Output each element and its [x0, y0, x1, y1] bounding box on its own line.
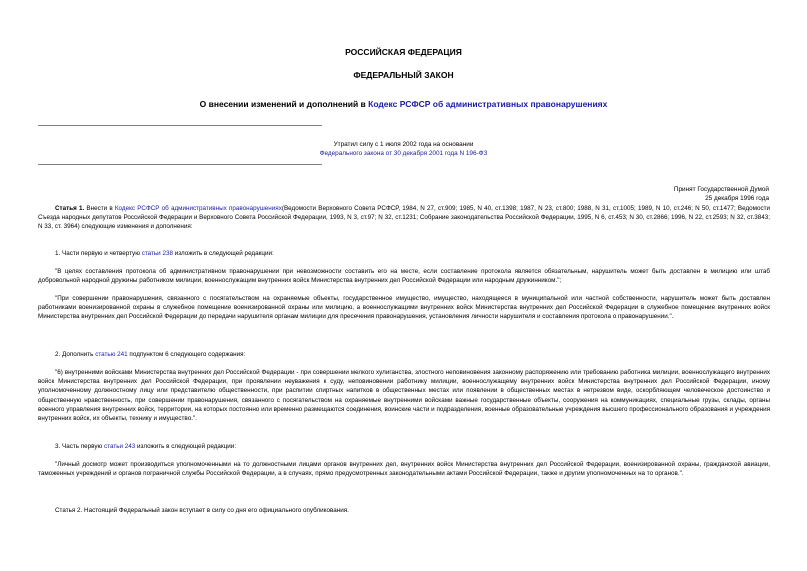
separator-line-bottom — [38, 164, 322, 165]
article-1-sources: (Ведомости Верховного Совета РСФСР, 1984, N 27, ст.909; 1985, N 40, ст.1398; 1987, N 23, ст.800; 1988, N 31, ст.1005; 1989, N 10, ст.246; N 50, ст.1477; Ведомости Съезда народных депутатов Российской Федерации и Верховного Совета Российской Федерации, 1993, N 3, ст.97; N 32, ст.1231; Собрание законодательства Российской Федерации, 1995, N 6, ст.453; N 30, ст.2866; 1996, N 22, ст.2593; N 32, ст.3843; N 33, ст. 3964) следующие изменения и дополнения: — [38, 205, 771, 231]
quote-2-paragraph: "При совершении правонарушения, связанного с посягательством на охраняемые объекты, государственное имущество, имущество, находящееся в муниципальной или частной собственности, нарушитель может быть доставлен работниками военизированной охраны в служебное помещение военизированной охраны или милицию, а военнослужащими внутренних войск Министерства внутренних дел Российской Федерации в служебное помещение внутренних войск Министерства внутренних дел Российской Федерации до передачи нарушителя органам милиции для пресечения правонарушения, установления личности нарушителя и составления протокола о правонарушении.". — [38, 295, 770, 321]
item-3-paragraph — [38, 442, 770, 451]
item-2-suffix: подпунктом 6 следующего содержания: — [127, 351, 246, 358]
article-1-paragraph — [38, 204, 770, 232]
adoption-line: Принят Государственной Думой — [673, 186, 769, 193]
quote-4-paragraph: "Личный досмотр может производиться уполномоченными на то должностными лицами органов внутренних дел, внутренних войск Министерства внутренних дел Российской Федерации, военизированной охраны, гражданской авиации, таможенных учреждений и органов пограничной службы Российской Федерации, а в случаях, прямо предусмотренных законодательными актами Российской Федерации, также и другим уполномоченных на то органов.". — [38, 461, 770, 478]
repeal-law-link[interactable]: Федерального закона от 30 декабря 2001 года N 196-ФЗ — [319, 150, 488, 157]
quote-3-paragraph: "6) внутренними войсками Министерства внутренних дел Российской Федерации - при совершении мелкого хулиганства, злостного неповиновения законному распоряжению или требованию работника милиции, военнослужащего внутренних войск Министерства внутренних дел Российской Федерации, при проявлении неуважения к суду, неповиновении работнику милиции, военнослужащему внутренних войск Министерства внутренних дел Российской Федерации, иному уполномоченному должностному лицу или представителю общественности, при распитии спиртных напитков в общественных местах или появлении в общественных местах в нетрезвом виде, оскорбляющем человеческое достоинство и общественную нравственность, при совершении правонарушения, связанного с посягательством на охраняемые внутренними войсками важные государственные объекты, сооружения на коммуникациях, специальные грузы, склады, органы военного управления внутренних войск, территории, на которых постоянно или временно размещаются соединения, воинские части и подразделения, военные образовательные учреждения высшего профессионального образования и учреждения внутренних войск, их объекты, технику и имущество.". — [38, 369, 770, 423]
item-3-suffix: изложить в следующей редакции: — [135, 443, 237, 450]
law-title — [0, 99, 807, 109]
adoption-date: 25 декабря 1996 года — [705, 195, 769, 202]
article-2-paragraph: Статья 2. Настоящий Федеральный закон вступает в силу со дня его официального опубликования. — [55, 507, 349, 514]
item-2-prefix: 2. Дополнить — [55, 351, 96, 358]
law-title-prefix: О внесении изменений и дополнений в — [199, 99, 369, 109]
item-3-prefix: 3. Часть первую — [55, 443, 105, 450]
country-heading: РОССИЙСКАЯ ФЕДЕРАЦИЯ — [345, 47, 462, 57]
separator-line-top — [38, 125, 322, 126]
article-238-link[interactable]: статьи 238 — [141, 250, 173, 257]
adoption-block — [674, 185, 769, 203]
article-241-link[interactable]: статью 241 — [95, 351, 128, 358]
article-1-label: Статья 1. — [55, 205, 85, 212]
article-1-text: Внести в — [84, 205, 115, 212]
item-2-paragraph — [38, 350, 770, 359]
codex-link[interactable]: Кодекс РСФСР об административных правонарушениях — [368, 99, 608, 109]
article-243-link[interactable]: статьи 243 — [104, 443, 136, 450]
item-1-suffix: изложить в следующей редакции: — [172, 250, 274, 257]
status-block — [0, 140, 807, 158]
law-type-heading: ФЕДЕРАЛЬНЫЙ ЗАКОН — [353, 70, 454, 80]
item-1-prefix: 1. Части первую и четвертую — [55, 250, 142, 257]
codex-link-article-1[interactable]: Кодекс РСФСР об административных правонарушениях — [114, 205, 282, 212]
status-line: Утратил силу с 1 июля 2002 года на основании — [333, 141, 474, 148]
item-1-paragraph — [38, 249, 770, 258]
quote-1-paragraph: "В целях составления протокола об административном правонарушении при невозможности составить его на месте, если составление протокола является обязательным, нарушитель может быть доставлен в милицию или штаб добровольной народной дружины работником милиции, военнослужащим внутренних войск Министерства внутренних дел Российской Федерации или народным дружинником."; — [38, 268, 770, 285]
